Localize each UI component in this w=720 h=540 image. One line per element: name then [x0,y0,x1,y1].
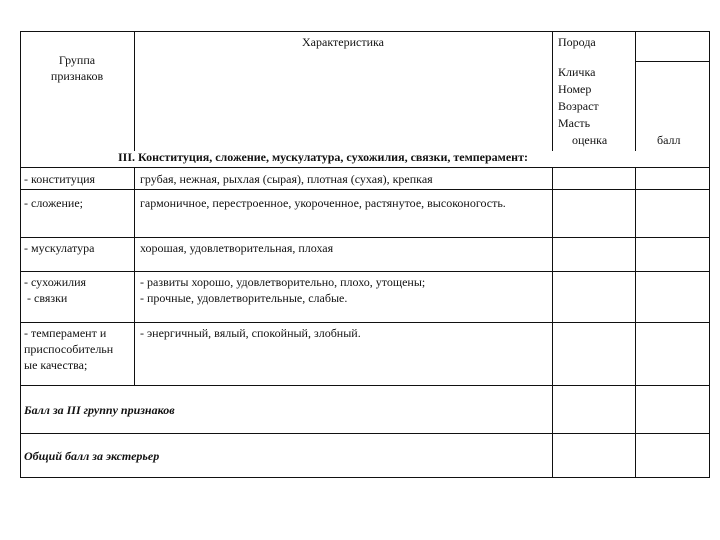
feature-name: - темперамент и [24,326,107,340]
column-divider [635,31,636,151]
row-divider [20,237,710,238]
feature-description: хорошая, удовлетворительная, плохая [140,241,334,255]
table-border-right [709,31,710,478]
feature-description: - прочные, удовлетворительные, слабые. [140,291,348,305]
column-divider [134,167,135,385]
overall-score-label: Общий балл за экстерьер [24,449,160,463]
group-label: признаков [50,69,104,83]
feature-description: гармоничное, перестроенное, укороченное, растянутое, высоконогость. [140,196,506,210]
column-divider [635,167,636,478]
row-divider [20,385,710,386]
feature-name: - мускулатура [24,241,95,255]
feature-description: - энергичный, вялый, спокойный, злобный. [140,326,361,340]
group-score-label: Балл за III группу признаков [24,403,175,417]
column-divider [552,167,553,478]
row-divider [20,322,710,323]
feature-description: - развиты хорошо, удовлетворительно, плохо, утощены; [140,275,426,289]
table-border-top [20,31,710,32]
score-label: балл [657,133,681,147]
feature-name: - связки [24,291,68,305]
row-divider [20,167,710,168]
table-border-left [20,31,21,478]
nickname-label: Кличка [558,65,596,79]
evaluation-label: оценка [572,133,608,147]
group-label: Группа [58,53,96,67]
row-divider [20,271,710,272]
feature-name: - сложение; [24,196,83,210]
feature-name: - сухожилия [24,275,87,289]
row-divider [20,433,710,434]
characteristic-label: Характеристика [302,35,384,49]
number-label: Номер [558,82,592,96]
feature-name: ые качества; [24,358,88,372]
column-divider [552,31,553,151]
feature-description: грубая, нежная, рыхлая (сырая), плотная (сухая), крепкая [140,172,433,186]
age-label: Возраст [558,99,599,113]
row-divider [20,189,710,190]
color-label: Масть [558,116,591,130]
feature-name: - конституция [24,172,96,186]
breed-label: Порода [558,35,596,49]
feature-name: приспособительн [24,342,114,356]
score-header-divider [635,61,710,62]
section-title: III. Конституция, сложение, мускулатура, сухожилия, связки, темперамент: [118,150,528,164]
table-border-bottom [20,477,710,478]
